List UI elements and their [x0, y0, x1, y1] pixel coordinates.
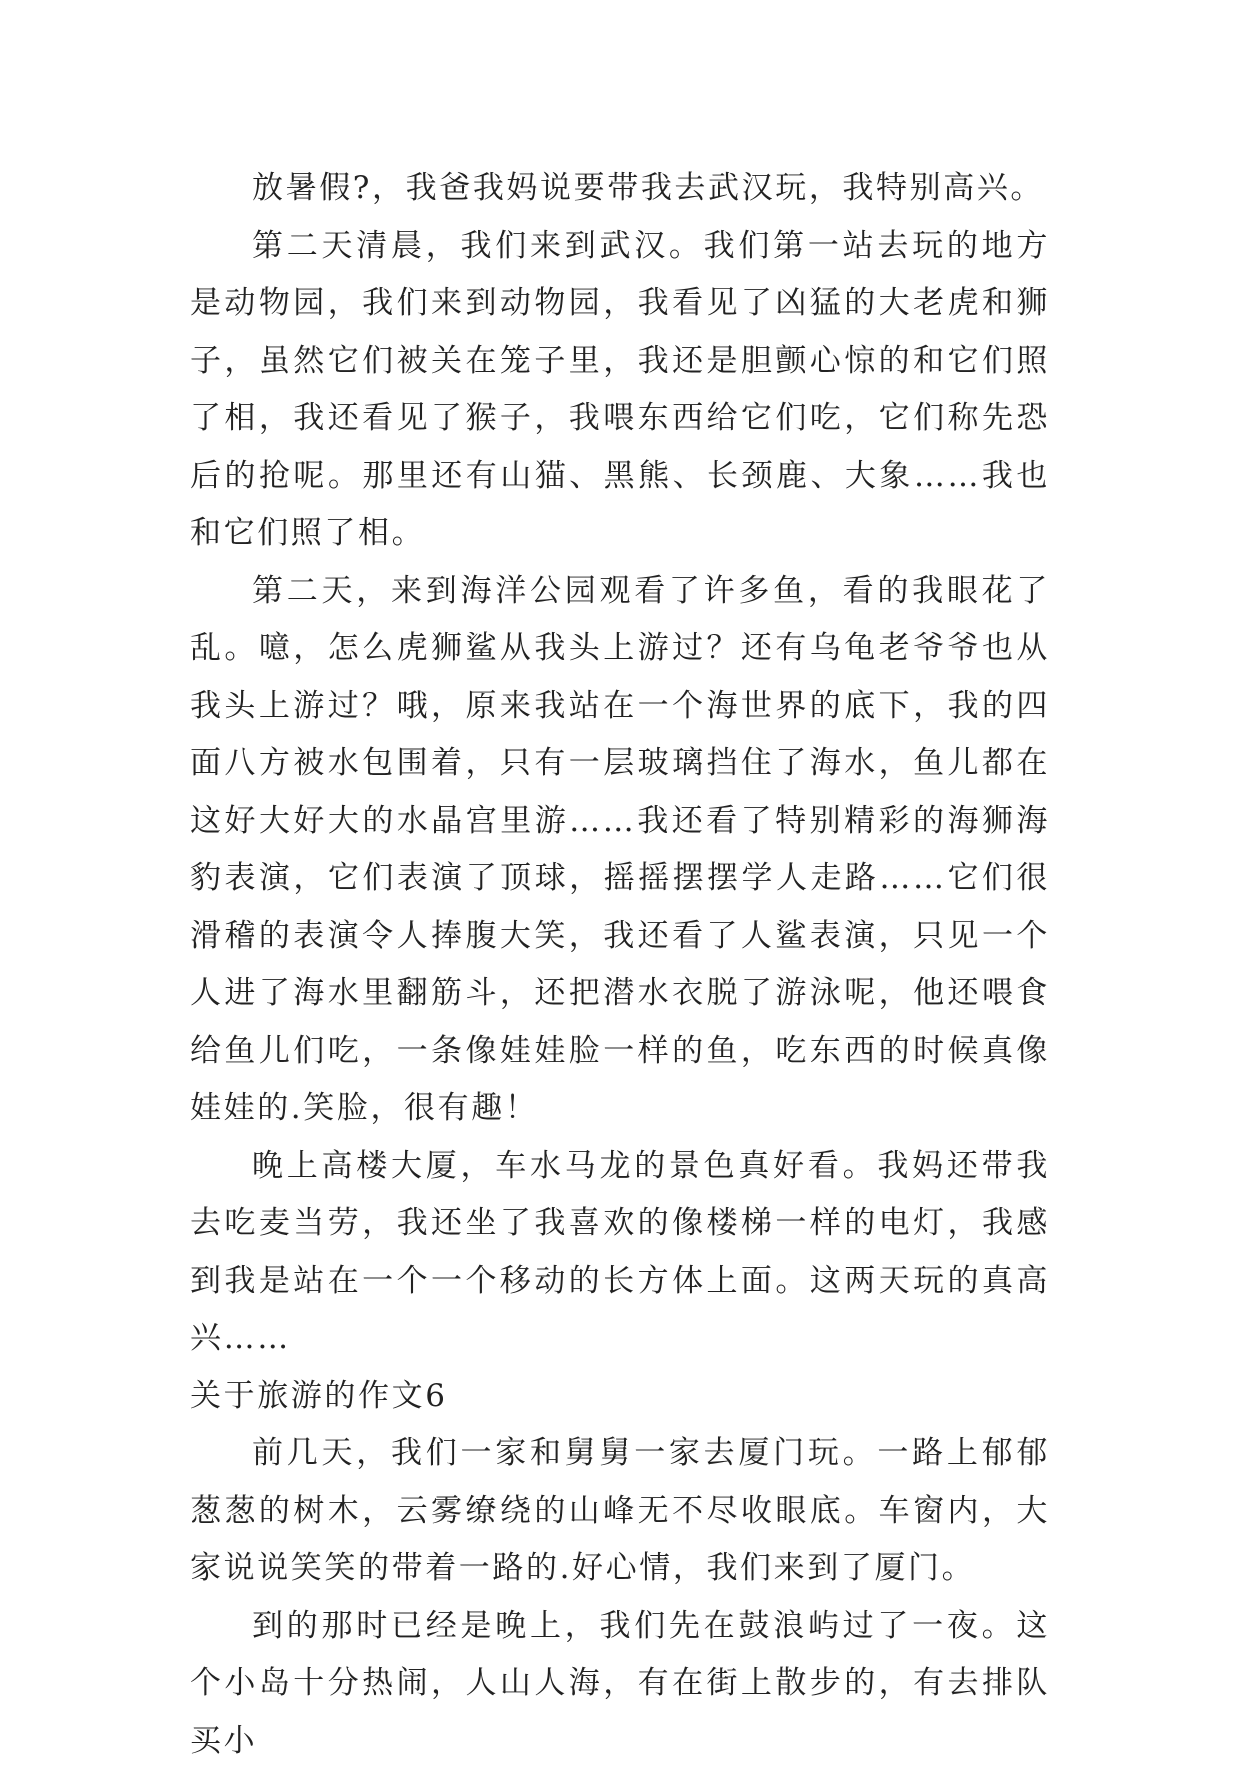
paragraph: 前几天，我们一家和舅舅一家去厦门玩。一路上郁郁葱葱的树木，云雾缭绕的山峰无不尽收眼底。车窗内，大家说说笑笑的带着一路的.好心情，我们来到了厦门。	[190, 1425, 1050, 1598]
paragraph: 到的那时已经是晚上，我们先在鼓浪屿过了一夜。这个小岛十分热闹，人山人海，有在街上散步的，有去排队买小	[190, 1598, 1050, 1770]
paragraph: 第二天清晨，我们来到武汉。我们第一站去玩的地方是动物园，我们来到动物园，我看见了凶猛的大老虎和狮子，虽然它们被关在笼子里，我还是胆颤心惊的和它们照了相，我还看见了猴子，我喂东西给它们吃，它们称先恐后的抢呢。那里还有山猫、黑熊、长颈鹿、大象……我也和它们照了相。	[190, 218, 1050, 563]
document-body	[190, 160, 1050, 1770]
paragraph: 第二天，来到海洋公园观看了许多鱼，看的我眼花了乱。噫，怎么虎狮鲨从我头上游过？还有乌龟老爷爷也从我头上游过？哦，原来我站在一个海世界的底下，我的四面八方被水包围着，只有一层玻璃挡住了海水，鱼儿都在这好大好大的水晶宫里游……我还看了特别精彩的海狮海豹表演，它们表演了顶球，摇摇摆摆学人走路……它们很滑稽的表演令人捧腹大笑，我还看了人鲨表演，只见一个人进了海水里翻筋斗，还把潜水衣脱了游泳呢，他还喂食给鱼儿们吃，一条像娃娃脸一样的鱼，吃东西的时候真像娃娃的.笑脸，很有趣！	[190, 563, 1050, 1138]
paragraph: 晚上高楼大厦，车水马龙的景色真好看。我妈还带我去吃麦当劳，我还坐了我喜欢的像楼梯一样的电灯，我感到我是站在一个一个移动的长方体上面。这两天玩的真高兴……	[190, 1138, 1050, 1368]
section-heading: 关于旅游的作文6	[190, 1368, 1050, 1426]
paragraph: 放暑假?，我爸我妈说要带我去武汉玩，我特别高兴。	[190, 160, 1050, 218]
